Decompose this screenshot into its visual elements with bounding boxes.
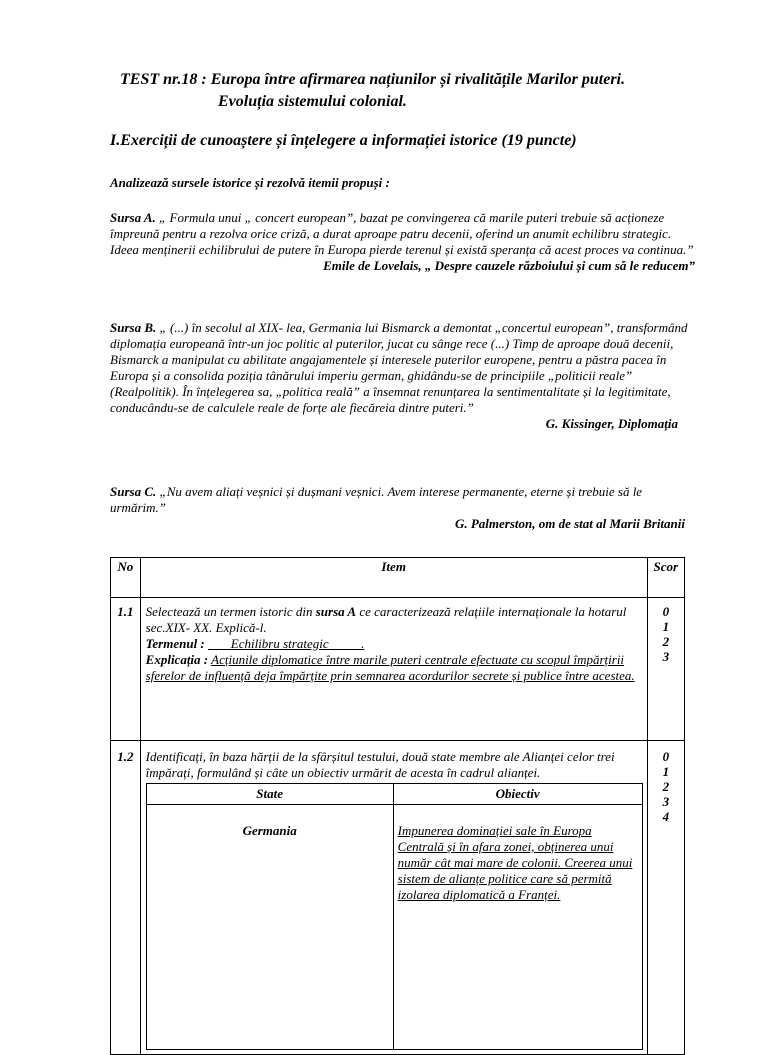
row2-score-2: 2: [662, 779, 670, 794]
header-item: Item: [140, 558, 647, 598]
source-a-label: Sursa A.: [110, 210, 156, 225]
states-table-header: [146, 784, 642, 805]
source-c-text: „Nu avem aliați veșnici și dușmani veșnici. Avem interese permanente, eterne și trebuie să le urmărim.”: [110, 484, 643, 515]
source-a-author: Emile de Lovelais, „ Despre cauzele războiului și cum să le reducem”: [323, 258, 695, 273]
header-no: No: [111, 558, 141, 598]
source-b-author: G. Kissinger, Diplomația: [545, 416, 678, 431]
objective-value: Impunerea dominației sale în Europa Centrală și în afara zonei, obținerea unui număr cât mai mare de colonii. Creerea unui sistem de alianțe politice care să permită izolarea diplomatică a Franței.: [393, 805, 642, 1050]
col-state: State: [146, 784, 393, 805]
source-b: [110, 320, 695, 432]
row2-no: 1.2: [111, 741, 141, 1055]
row1-question-bold: sursa A: [315, 604, 357, 619]
row1-term-value: Echilibru strategic .: [208, 636, 365, 651]
row1-question-pre: Selectează un termen istoric din: [145, 604, 316, 619]
row2-score-0: 0: [662, 749, 670, 764]
source-b-label: Sursa B.: [110, 320, 157, 335]
source-b-text: „ (...) în secolul al XIX- lea, Germania lui Bismarck a demontat „concertul european”, transformând diplomația europeană într-un joc politic al puterilor, jucat cu sânge rece (...) Timp de aproape două decenii, Bismarck a manipulat cu abilitate angajamentele și interesele puterilor europene, pentru a păstra pacea în Europa și a consolida poziția tânărului imperiu german, ghidându-se de principiile „politicii reale” (Realpolitik). În înțelegerea sa, „politica reală” a însemnat renunțarea la sentimentalitate și la legitimitate, conducându-se de calculele reale de forțe ale fiecăreia dintre puteri.”: [110, 320, 688, 415]
section-title: I.Exerciții de cunoaștere și înțelegere a informației istorice (19 puncte): [110, 132, 577, 149]
test-title-line1: TEST nr.18 : Europa între afirmarea națiunilor și rivalitățile Marilor puteri.: [120, 71, 625, 88]
source-c-label: Sursa C.: [110, 484, 157, 499]
row2-scores: [647, 741, 684, 1055]
row1-expl-value: Acțiunile diplomatice între marile puteri centrale efectuate cu scopul împărțirii sferelor de influență deja împărțite prin semnarea acordurilor secrete și publice între acestea.: [145, 652, 635, 683]
row1-term-label: Termenul :: [145, 636, 205, 651]
header-score: Scor: [647, 558, 684, 598]
row1-item: [140, 598, 647, 741]
states-table: [146, 783, 643, 1050]
row1-no: 1.1: [111, 598, 141, 741]
source-a-text: „ Formula unui „ concert european”, bazat pe convingerea că marile puteri trebuie să acționeze împreună pentru a rezolva orice criză, a durat aproape patru decenii, oferind un anumit echilibru strategic. Ideea menținerii echilibrului de putere în Europa pierde terenul și există speranța că acest proces va continua.”: [110, 210, 694, 257]
source-c-author: G. Palmerston, om de stat al Marii Britanii: [454, 516, 685, 531]
row1-scores: [647, 598, 684, 741]
states-table-row: [146, 805, 642, 1050]
table-header-row: [111, 558, 685, 598]
items-table: [110, 557, 685, 1055]
row2-score-1: 1: [662, 764, 670, 779]
col-objective: Obiectiv: [393, 784, 642, 805]
row1-score-1: 1: [662, 619, 670, 634]
row1-score-3: 3: [662, 649, 670, 664]
source-a: [110, 210, 695, 274]
row1-score-2: 2: [662, 634, 670, 649]
row2-question: Identificați, în baza hărții de la sfârșitul testului, două state membre ale Alianței celor trei împărați, formulând și câte un obiectiv urmărit de acesta în cadrul alianței.: [145, 749, 615, 780]
table-row: [111, 598, 685, 741]
state-value: Germania: [146, 805, 393, 1050]
row2-score-3: 3: [662, 794, 670, 809]
row1-question-post: ce caracterizează relațiile internaționale la hotarul sec.XIX- XX. Explică-l.: [145, 604, 627, 635]
row2-score-4: 4: [662, 809, 670, 824]
instruction: Analizează sursele istorice și rezolvă itemii propuși :: [110, 175, 390, 190]
row1-expl-label: Explicația :: [145, 652, 209, 667]
row2-item: [140, 741, 647, 1055]
row1-score-0: 0: [662, 604, 670, 619]
table-row: [111, 741, 685, 1055]
source-c: [110, 484, 695, 532]
test-title-line2: Evoluția sistemului colonial.: [218, 93, 407, 110]
